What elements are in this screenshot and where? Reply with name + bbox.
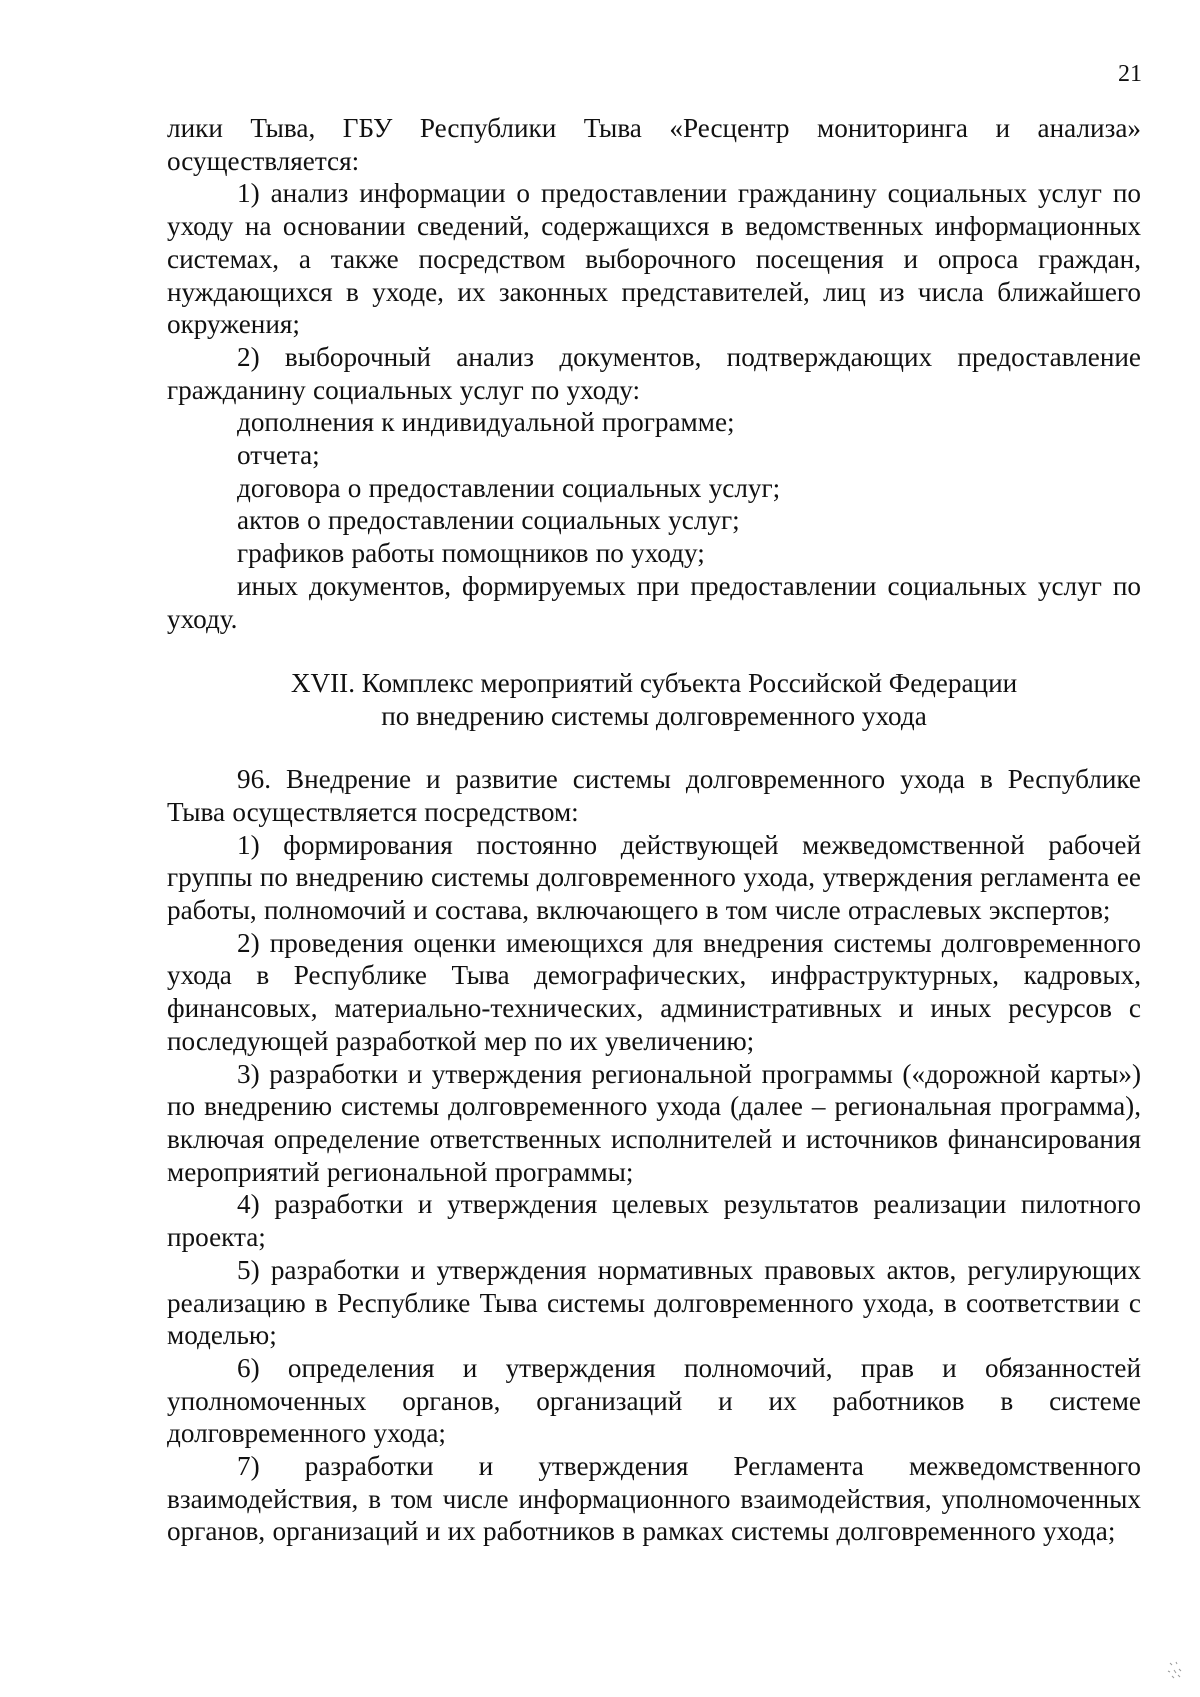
paragraph: лики Тыва, ГБУ Республики Тыва «Ресцентр мониторинга и анализа» осуществляется: bbox=[167, 113, 1141, 176]
paragraph: актов о предоставлении социальных услуг; bbox=[237, 505, 740, 536]
paragraph-block-bottom bbox=[167, 763, 1141, 1548]
section-heading-line-1: XVII. Комплекс мероприятий субъекта Российской Федерации bbox=[290, 668, 1018, 699]
paragraph: 1) анализ информации о предоставлении гражданину социальных услуг по уходу на основании сведений, содержащихся в ведомственных информационных системах, а также посредством выборочного посещения и опроса граждан, нуждающихся в уходе, их законных представителей, лиц из числа ближайшего окружения; bbox=[167, 178, 1141, 340]
paragraph: 6) определения и утверждения полномочий, прав и обязанностей уполномоченных органов, организаций и их работников в системе долговременного ухода; bbox=[167, 1352, 1141, 1449]
paragraph: иных документов, формируемых при предоставлении социальных услуг по уходу. bbox=[167, 570, 1141, 634]
paragraph: 96. Внедрение и развитие системы долговременного ухода в Республике Тыва осуществляется посредством: bbox=[167, 764, 1141, 827]
paragraph: 3) разработки и утверждения региональной программы («дорожной карты») по внедрению системы долговременного ухода (далее – региональная программа), включая определение ответственных исполнителей и источников финансирования мероприятий региональной программы; bbox=[167, 1058, 1141, 1187]
paragraph: отчета; bbox=[237, 440, 320, 471]
paragraph: 5) разработки и утверждения нормативных правовых актов, регулирующих реализацию в Республике Тыва системы долговременного ухода, в соответствии с моделью; bbox=[167, 1254, 1141, 1351]
scan-artifact-mark bbox=[1164, 1659, 1186, 1681]
paragraph: 4) разработки и утверждения целевых результатов реализации пилотного проекта; bbox=[167, 1189, 1141, 1253]
paragraph: 2) проведения оценки имеющихся для внедрения системы долговременного ухода в Республике Тыва демографических, инфраструктурных, кадровых, финансовых, материально-технических, административных и иных ресурсов с последующей разработкой мер по их увеличению; bbox=[167, 927, 1141, 1056]
paragraph: договора о предоставлении социальных услуг; bbox=[237, 472, 781, 503]
paragraph: графиков работы помощников по уходу; bbox=[237, 538, 705, 569]
paragraph: 7) разработки и утверждения Регламента межведомственного взаимодействия, в том числе информационного взаимодействия, уполномоченных органов, организаций и их работников в рамках системы долговременного ухода; bbox=[167, 1451, 1141, 1547]
section-heading-line-2: по внедрению системы долговременного ухода bbox=[381, 701, 927, 732]
page-number: 21 bbox=[1118, 61, 1142, 87]
section-heading bbox=[167, 667, 1141, 733]
paragraph: дополнения к индивидуальной программе; bbox=[237, 407, 735, 438]
paragraph-block-top bbox=[167, 112, 1141, 635]
paragraph: 1) формирования постоянно действующей межведомственной рабочей группы по внедрению системы долговременного ухода, утверждения регламента ее работы, полномочий и состава, включающего в том числе отраслевых экспертов; bbox=[167, 829, 1141, 926]
paragraph: 2) выборочный анализ документов, подтверждающих предоставление гражданину социальных услуг по уходу: bbox=[167, 341, 1141, 405]
document-body bbox=[167, 112, 1141, 1548]
